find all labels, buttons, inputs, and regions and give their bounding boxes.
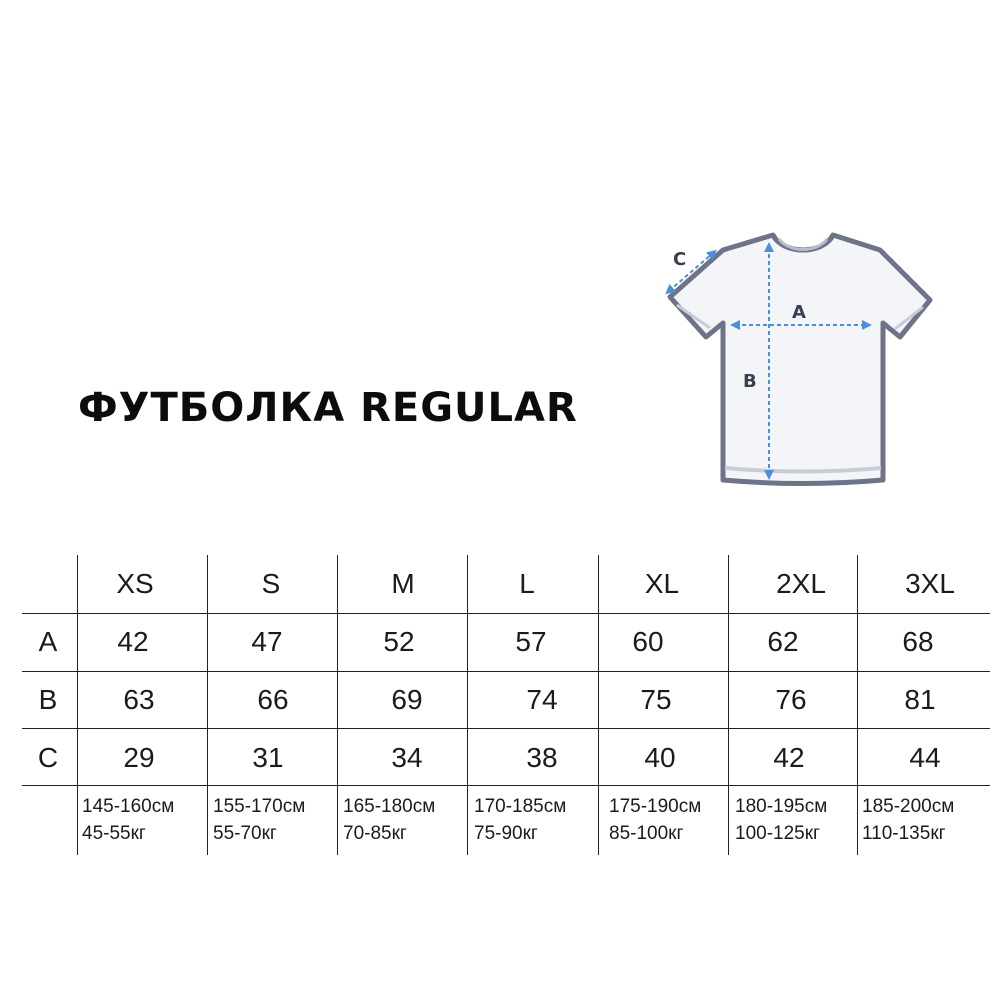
table-divider (22, 671, 990, 672)
table-cell: 44 (909, 742, 941, 773)
row-label-b: B (38, 684, 58, 715)
size-header: S (261, 568, 281, 599)
weight-range: 70-85кг (343, 823, 407, 844)
height-weight-cell (735, 793, 827, 847)
table-cell: 40 (644, 742, 676, 773)
tshirt-icon (670, 235, 930, 484)
tshirt-measurement-diagram (655, 225, 945, 500)
height-weight-cell (343, 793, 435, 847)
table-cell: 52 (383, 626, 415, 657)
table-divider (207, 555, 208, 855)
row-label-a: A (38, 626, 58, 657)
table-cell: 75 (640, 684, 672, 715)
height-range: 165-180см (343, 796, 436, 817)
table-divider (22, 613, 990, 614)
weight-range: 75-90кг (474, 823, 538, 844)
table-divider (467, 555, 468, 855)
table-divider (728, 555, 729, 855)
table-cell: 60 (632, 626, 664, 657)
measure-b-label: B (743, 371, 757, 392)
table-cell: 47 (251, 626, 283, 657)
weight-range: 100-125кг (735, 823, 820, 844)
table-cell: 34 (391, 742, 423, 773)
table-cell: 42 (773, 742, 805, 773)
height-weight-cell (82, 793, 174, 847)
table-cell: 57 (515, 626, 547, 657)
weight-range: 110-135кг (862, 823, 946, 844)
height-weight-cell (474, 793, 566, 847)
height-range: 145-160см (82, 796, 175, 817)
page-title: ФУТБОЛКА REGULAR (78, 385, 578, 431)
size-header: XS (116, 568, 154, 599)
height-range: 185-200см (862, 796, 955, 817)
table-cell: 74 (526, 684, 558, 715)
size-header: L (519, 568, 535, 599)
measure-c-label: C (673, 249, 687, 270)
table-cell: 81 (904, 684, 936, 715)
table-divider (77, 555, 78, 855)
weight-range: 55-70кг (213, 823, 277, 844)
table-divider (857, 555, 858, 855)
table-cell: 42 (117, 626, 149, 657)
height-weight-cell (609, 793, 701, 847)
height-range: 155-170см (213, 796, 306, 817)
table-divider (598, 555, 599, 855)
height-range: 180-195см (735, 796, 828, 817)
row-label-c: C (37, 742, 59, 773)
table-cell: 38 (526, 742, 558, 773)
size-header: XL (644, 568, 680, 599)
measure-a-label: A (792, 302, 806, 323)
size-header: M (391, 568, 415, 599)
table-divider (22, 785, 990, 786)
weight-range: 45-55кг (82, 823, 146, 844)
table-divider (22, 728, 990, 729)
size-header: 2XL (776, 568, 826, 599)
table-cell: 68 (902, 626, 934, 657)
table-cell: 76 (775, 684, 807, 715)
height-range: 170-185см (474, 796, 567, 817)
size-header: 3XL (905, 568, 955, 599)
height-weight-cell (213, 793, 305, 847)
table-cell: 66 (257, 684, 289, 715)
height-weight-cell (862, 793, 954, 847)
table-divider (337, 555, 338, 855)
table-cell: 29 (123, 742, 155, 773)
table-cell: 31 (252, 742, 284, 773)
height-range: 175-190см (609, 796, 702, 817)
table-cell: 69 (391, 684, 423, 715)
table-cell: 62 (767, 626, 799, 657)
table-cell: 63 (123, 684, 155, 715)
weight-range: 85-100кг (609, 823, 684, 844)
